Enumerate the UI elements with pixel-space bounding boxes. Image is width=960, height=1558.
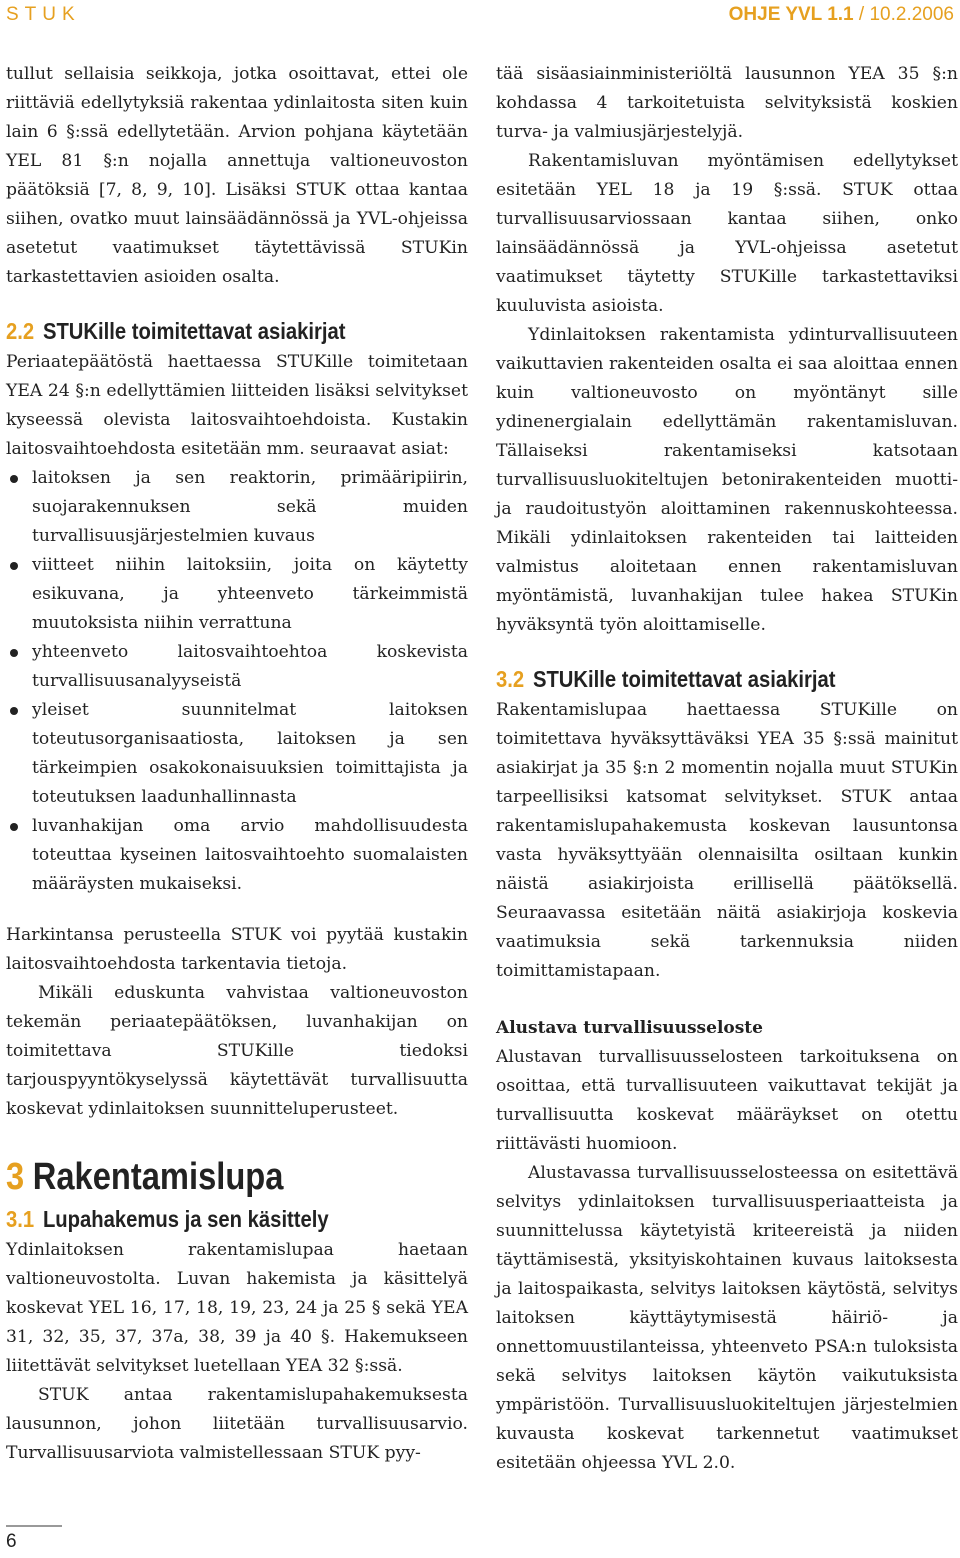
page-number: 6: [6, 1531, 17, 1552]
document-date: / 10.2.2006: [853, 4, 954, 25]
section-heading-2-2: [6, 314, 413, 348]
chapter-title: Rakentamislupa: [32, 1156, 284, 1198]
brand-logo-text: STUK: [6, 4, 81, 25]
right-column: [496, 60, 958, 1478]
section-heading-3-2: [496, 662, 903, 696]
paragraph: Rakentamisluvan myöntämisen edellytykset esitetään YEL 18 ja 19 §:ssä. STUK ottaa turvallisuusarviossaan kantaa siihen, onko lainsäädännössä ja YVL-ohjeissa asetetut vaatimukset täytetty STUKille tarkastettaviksi kuuluvista asioista.: [496, 151, 958, 316]
paragraph: STUK antaa rakentamislupahakemuksesta lausunnon, johon liitetään turvallisuusarvio. Turvallisuusarviota valmistellessaan STUK pyy-: [6, 1385, 468, 1463]
requirements-list: [6, 464, 468, 899]
section-number: 3.2: [496, 666, 525, 692]
paragraph: Ydinlaitoksen rakentamista ydinturvallisuuteen vaikuttavien rakenteiden osalta ei saa aloittaa ennen kuin valtioneuvosto on myöntänyt sille ydinenergialain edellyttämän rakentamisluvan. Tällaiseksi rakentamiseksi katsotaan turvallisuusluokiteltujen betonirakenteiden muotti- ja raudoitustyön aloittaminen rakennuskohteessa. Mikäli ydinlaitoksen rakenteiden tai laitteiden valmistus aloitetaan ennen rakentamisluvan myöntämistä, luvanhakijan tulee hakea STUKin hyväksyntä työn aloittamiselle.: [496, 325, 958, 635]
chapter-number: 3: [6, 1156, 25, 1198]
section-title: STUKille toimitettavat asiakirjat: [42, 318, 346, 344]
page-header: [6, 4, 954, 28]
paragraph: Alustavan turvallisuusselosteen tarkoituksena on osoittaa, että turvallisuuteen vaikuttavat tekijät ja turvallisuutta koskevat määräykset on otettu riittävästi huomioon.: [496, 1047, 958, 1154]
document-reference: [729, 4, 954, 26]
left-column: [6, 60, 468, 1468]
document-code: OHJE YVL 1.1: [728, 4, 854, 25]
paragraph: Periaatepäätöstä haettaessa STUKille toimitetaan YEA 24 §:n edellyttämien liitteiden lisäksi selvitykset kyseessä olevista laitosvaihtoehdoista. Kustakin laitosvaihtoehdosta esitetään mm. seuraavat asiat:: [6, 352, 468, 459]
paragraph: Mikäli eduskunta vahvistaa valtioneuvoston tekemän periaatepäätöksen, luvanhakijan on toimitettava STUKille tiedoksi tarjouspyyntökyselyssä käytettävät turvallisuutta koskevat ydinlaitoksen suunnitteluperusteet.: [6, 983, 468, 1119]
subsection-heading: Alustava turvallisuusseloste: [496, 1018, 763, 1038]
chapter-heading-3: [6, 1152, 403, 1202]
list-item: viitteet niihin laitoksiin, joita on käytetty esikuvana, ja yhteenveto tärkeimmistä muutoksista niihin verrattuna: [6, 551, 468, 638]
section-number: 3.1: [6, 1206, 35, 1232]
list-item: laitoksen ja sen reaktorin, primääripiirin, suojarakennuksen sekä muiden turvallisuusjärjestelmien kuvaus: [6, 464, 468, 551]
list-item: yleiset suunnitelmat laitoksen toteutusorganisaatiosta, laitoksen ja sen tärkeimpien osakokonaisuuksien toimittajista ja toteutuksen laadunhallinnasta: [6, 696, 468, 812]
paragraph: Rakentamislupaa haettaessa STUKille on toimitettava hyväksyttäväksi YEA 35 §:ssä mainitut asiakirjat ja 35 §:n 2 momentin nojalla muut STUKin tarpeellisiksi katsomat selvitykset. STUK antaa rakentamislupahakemusta koskevan lausuntonsa vasta hyväksyttyään olennaisilta osiltaan kunkin näistä asiakirjoista erillisellä päätöksellä. Seuraavassa esitetään näitä asiakirjoja koskevia vaatimuksia sekä tarkennuksia niiden toimittamistapaan.: [496, 700, 958, 981]
list-item: yhteenveto laitosvaihtoehtoa koskevista turvallisuusanalyyseistä: [6, 638, 468, 696]
footer-rule: [6, 1525, 62, 1527]
paragraph: tää sisäasiainministeriöltä lausunnon YEA 35 §:n kohdassa 4 tarkoitetuista selvityksistä koskien turva- ja valmiusjärjestelyjä.: [496, 64, 958, 142]
section-heading-3-1: [6, 1202, 413, 1236]
paragraph: Harkintansa perusteella STUK voi pyytää kustakin laitosvaihtoehdosta tarkentavia tietoja.: [6, 925, 468, 974]
section-title: Lupahakemus ja sen käsittely: [42, 1206, 329, 1232]
paragraph: tullut sellaisia seikkoja, jotka osoittavat, ettei ole riittäviä edellytyksiä rakentaa ydinlaitosta siten kuin lain 6 §:ssä edellytetään. Arvion pohjana käytetään YEL 81 §:n nojalla annettuja valtioneuvoston päätöksiä [7, 8, 9, 10]. Lisäksi STUK ottaa kantaa siihen, ovatko muut lainsäädännössä ja YVL-ohjeissa asetetut vaatimukset täytettävissä STUKin tarkastettavien asioiden osalta.: [6, 64, 468, 287]
paragraph: Ydinlaitoksen rakentamislupaa haetaan valtioneuvostolta. Luvan hakemista ja käsittelyä koskevat YEL 16, 17, 18, 19, 23, 24 ja 25 § sekä YEA 31, 32, 35, 37, 37a, 38, 39 ja 40 §. Hakemukseen liitettävät selvitykset luetellaan YEA 32 §:ssä.: [6, 1240, 468, 1376]
section-number: 2.2: [6, 318, 35, 344]
section-title: STUKille toimitettavat asiakirjat: [532, 666, 836, 692]
paragraph: Alustavassa turvallisuusselosteessa on esitettävä selvitys ydinlaitoksen turvallisuusperiaatteista ja suunnittelussa käytetyistä kriteereistä ja niiden täyttämisestä, yksityiskohtainen kuvaus laitoksesta ja laitospaikasta, selvitys laitoksen käytöstä, selvitys laitoksen käyttäytymisestä häiriö- ja onnettomuustilanteissa, yhteenveto PSA:n tuloksista sekä selvitys laitoksen käytön vaikutuksista ympäristöön. Turvallisuusluokiteltujen järjestelmien kuvausta koskevat tarkennetut vaatimukset esitetään ohjeessa YVL 2.0.: [496, 1163, 958, 1473]
list-item: luvanhakijan oma arvio mahdollisuudesta toteuttaa kyseinen laitosvaihtoehto suomalaisten määräysten mukaiseksi.: [6, 812, 468, 899]
